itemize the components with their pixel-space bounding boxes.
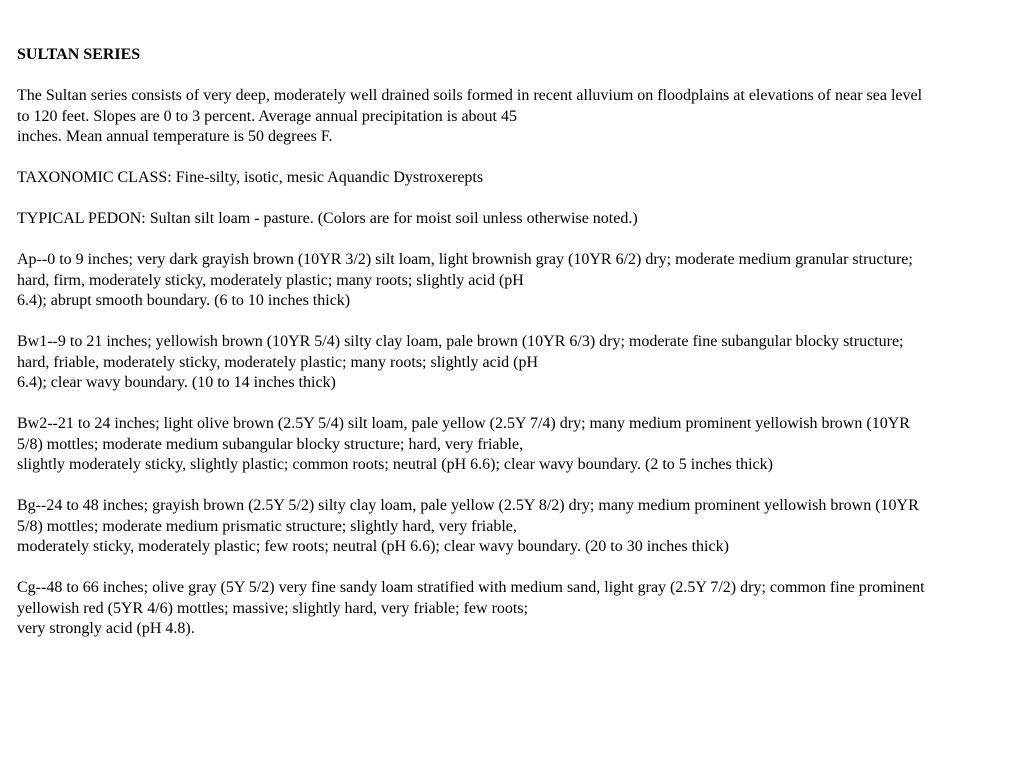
paragraph-horizon-bw2 [17,414,1017,476]
text-line: hard, friable, moderately sticky, moderately plastic; many roots; slightly acid (pH [17,353,539,371]
text-line: slightly moderately sticky, slightly plastic; common roots; neutral (pH 6.6); clear wavy boundary. (2 to 5 inches thick) [17,456,773,473]
paragraph-horizon-bw1 [17,332,1017,394]
text-line: 5/8) mottles; moderate medium prismatic structure; slightly hard, very friable, [17,517,517,535]
text-line: 5/8) mottles; moderate medium subangular blocky structure; hard, very friable, [17,435,524,453]
text-line: 6.4); abrupt smooth boundary. (6 to 10 inches thick) [17,292,351,309]
text-line: TAXONOMIC CLASS: Fine-silty, isotic, mesic Aquandic Dystroxerepts [17,169,484,186]
text-line: hard, firm, moderately sticky, moderately plastic; many roots; slightly acid (pH [17,271,524,289]
text-line: TYPICAL PEDON: Sultan silt loam - pasture. (Colors are for moist soil unless otherwise noted.) [17,210,638,227]
paragraph-horizon-bg [17,496,1017,558]
text-line: very strongly acid (pH 4.8). [17,620,195,637]
paragraph-horizon-ap [17,250,1017,312]
document-title: SULTAN SERIES [17,46,141,63]
text-line: inches. Mean annual temperature is 50 degrees F. [17,128,333,145]
text-line: 6.4); clear wavy boundary. (10 to 14 inches thick) [17,374,336,391]
text-line: The Sultan series consists of very deep, moderately well drained soils formed in recent alluvium on floodplains at elevations of near sea level [17,87,923,104]
text-line: Ap--0 to 9 inches; very dark grayish brown (10YR 3/2) silt loam, light brownish gray (10YR 6/2) dry; moderate medium granular structure; [17,251,913,268]
paragraph-description [17,86,1017,148]
text-line: to 120 feet. Slopes are 0 to 3 percent. Average annual precipitation is about 45 [17,107,517,125]
text-line: yellowish red (5YR 4/6) mottles; massive; slightly hard, very friable; few roots; [17,599,529,617]
document-page [17,45,1017,660]
text-line: moderately sticky, moderately plastic; few roots; neutral (pH 6.6); clear wavy boundary. (20 to 30 inches thick) [17,538,729,555]
text-line: Cg--48 to 66 inches; olive gray (5Y 5/2) very fine sandy loam stratified with medium sand, light gray (2.5Y 7/2) dry; common fine prominent [17,579,925,596]
text-line: Bg--24 to 48 inches; grayish brown (2.5Y 5/2) silty clay loam, pale yellow (2.5Y 8/2) dry; many medium prominent yellowish brown (10YR [17,497,919,514]
paragraph-typical-pedon [17,209,1017,230]
paragraph-taxonomic-class [17,168,1017,189]
text-line: Bw2--21 to 24 inches; light olive brown (2.5Y 5/4) silt loam, pale yellow (2.5Y 7/4) dry; many medium prominent yellowish brown (10YR [17,415,910,432]
paragraph-horizon-cg [17,578,1017,640]
text-line: Bw1--9 to 21 inches; yellowish brown (10YR 5/4) silty clay loam, pale brown (10YR 6/3) dry; moderate fine subangular blocky structure; [17,333,904,350]
